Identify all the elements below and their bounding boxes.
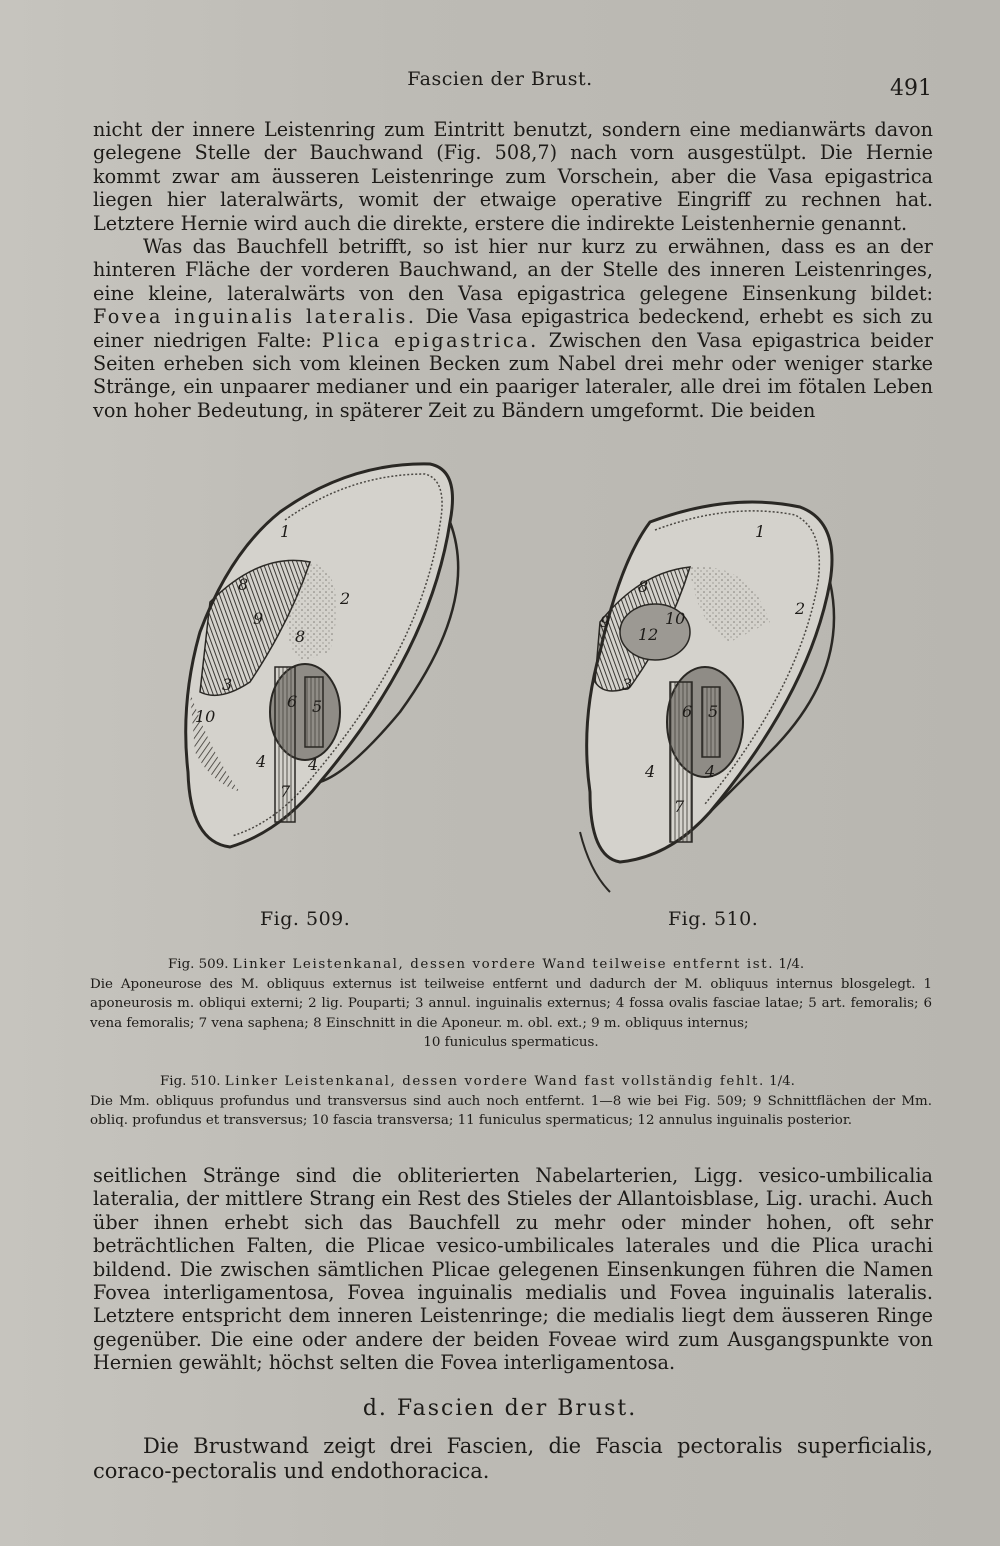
figure-illustrations [150, 452, 950, 932]
figure-509-label: 3 [222, 675, 233, 694]
figure-509-label: 10 [195, 707, 216, 726]
running-title: Fascien der Brust. [407, 68, 593, 90]
paragraph: Die Brustwand zeigt drei Fascien, die Fascia pectoralis superficialis, coraco-pectoralis und endothoracica. [93, 1434, 933, 1483]
figure-510-label: 12 [638, 625, 659, 644]
figure-510-label: 8 [638, 577, 649, 596]
figure-510-label: 5 [708, 702, 719, 721]
paragraph: nicht der innere Leistenring zum Eintritt benutzt, sondern eine medianwärts davon gelegene Stelle der Bauchwand (Fig. 508,7) nach vorn ausgestülpt. Die Hernie kommt zwar am äusseren Leistenringe zum Vorschein, aber die Vasa epigastrica liegen hier lateralwärts, womit der etwaige operative Eingriff zu rechnen hat. Letztere Hernie wird auch die direkte, erstere die indirekte Leistenhernie genannt. [93, 118, 933, 235]
section-body-text [93, 1434, 933, 1484]
figure-509-label: 1 [280, 522, 291, 541]
paragraph-text: Zwischen den Vasa epigastrica beider Seiten erheben sich vom kleinen Becken zum Nabel drei mehr oder weniger starke Stränge, ein unpaarer medianer und ein paariger lateraler, alle drei im fötalen Leben von hoher Bedeutung, in späterer Zeit zu Bändern umgeformt. Die beiden [93, 328, 933, 422]
figure-509-label: Fig. 509. [260, 908, 351, 930]
body-text-bottom [93, 1164, 933, 1375]
caption-body: Die Mm. obliquus profundus und transversus sind auch noch entfernt. 1—8 wie bei Fig. 509; 9 Schnittflächen der Mm. obliq. profundus et transversus; 10 fascia transversa; 11 funiculus spermaticus; 12 annulus inguinalis posterior. [90, 1093, 932, 1128]
figure-509-label: 9 [253, 609, 264, 628]
figure-510-label: 10 [665, 609, 686, 628]
figure-510-label: 1 [755, 522, 766, 541]
paragraph-text: Was das Bauchfell betrifft, so ist hier nur kurz zu erwähnen, dass es an der hinteren Fläche der vorderen Bauchwand, an der Stelle des inneren Leistenringes, eine kleine, lateralwärts von den Vasa epigastrica gelegene Einsenkung bildet: [93, 235, 933, 305]
figure-510-label: 2 [795, 599, 806, 618]
caption-title: Linker Leistenkanal, dessen vordere Wand fast vollständig fehlt. [224, 1074, 765, 1089]
caption-body: Die Aponeurose des M. obliquus externus ist teilweise entfernt und dadurch der M. obliquus internus blosgelegt. 1 aponeurosis m. obliqui externi; 2 lig. Pouparti; 3 annul. inguinalis externus; 4 fossa ovalis fasciae latae; 5 art. femoralis; 6 vena femoralis; 7 vena saphena; 8 Einschnitt in die Aponeur. m. obl. ext.; 9 m. obliquus internus; [90, 976, 932, 1031]
section-heading: d. Fascien der Brust. [362, 1396, 638, 1421]
figure-510-label: 7 [674, 797, 685, 816]
page-number: 491 [890, 76, 932, 101]
anatomical-term: Plica epigastrica. [321, 328, 539, 352]
figure-510-label: 4 [705, 762, 716, 781]
figure-510-label: Fig. 510. [668, 908, 759, 930]
figure-509-label: 6 [287, 692, 298, 711]
figure-509-label: 8 [295, 627, 306, 646]
figure-510-label: 3 [622, 675, 633, 694]
figure-510-drawing [580, 502, 834, 892]
anatomical-term: Fovea inguinalis lateralis. [93, 305, 417, 329]
figure-510-label: 6 [682, 702, 693, 721]
paragraph [93, 235, 933, 422]
caption-scale: 1/4. [778, 957, 805, 972]
paragraph: seitlichen Stränge sind die obliterierten Nabelarterien, Ligg. vesico-umbilicalia lateralia, der mittlere Strang ein Rest des Stieles der Allantoisblase, Lig. urachi. Auch über ihnen erhebt sich das Bauchfell zu mehr oder minder hohen, oft sehr beträchtlichen Falten, die Plicae vesico-umbilicales laterales und die Plica urachi bildend. Die zwischen sämtlichen Plicae gelegenen Einsenkungen führen die Namen Fovea interligamentosa, Fovea inguinalis medialis und Fovea inguinalis lateralis. Letztere entspricht dem inneren Leistenringe; die medialis liegt dem äusseren Ringe gegenüber. Die eine oder andere der beiden Foveae wird zum Ausgangspunkte von Hernien gewählt; höchst selten die Fovea interligamentosa. [93, 1164, 933, 1375]
caption-title: Linker Leistenkanal, dessen vordere Wand teilweise entfernt ist. [232, 957, 775, 972]
caption-number: Fig. 509. [168, 957, 229, 972]
body-text-top [93, 118, 933, 422]
caption-number: Fig. 510. [160, 1074, 221, 1089]
figure-509-label: 2 [340, 589, 351, 608]
figure-509-label: 5 [312, 697, 323, 716]
caption-scale: 1/4. [769, 1074, 795, 1089]
figure-509-label: 4 [308, 755, 319, 774]
figure-510-label: 4 [645, 762, 656, 781]
paragraph-text: Die Vasa epigastrica bedeckend, erhebt es sich zu einer niedrigen Falte: [93, 305, 933, 352]
figure-510-label: 9 [600, 612, 611, 631]
figure-509-label: 8 [238, 575, 249, 594]
caption-last-line: 10 funiculus spermaticus. [423, 1035, 599, 1050]
figure-510-caption [90, 1072, 932, 1131]
figure-509-label: 4 [256, 752, 267, 771]
figure-509-caption [90, 955, 932, 1053]
figure-509-drawing [186, 464, 458, 847]
figure-509-label: 7 [280, 782, 291, 801]
